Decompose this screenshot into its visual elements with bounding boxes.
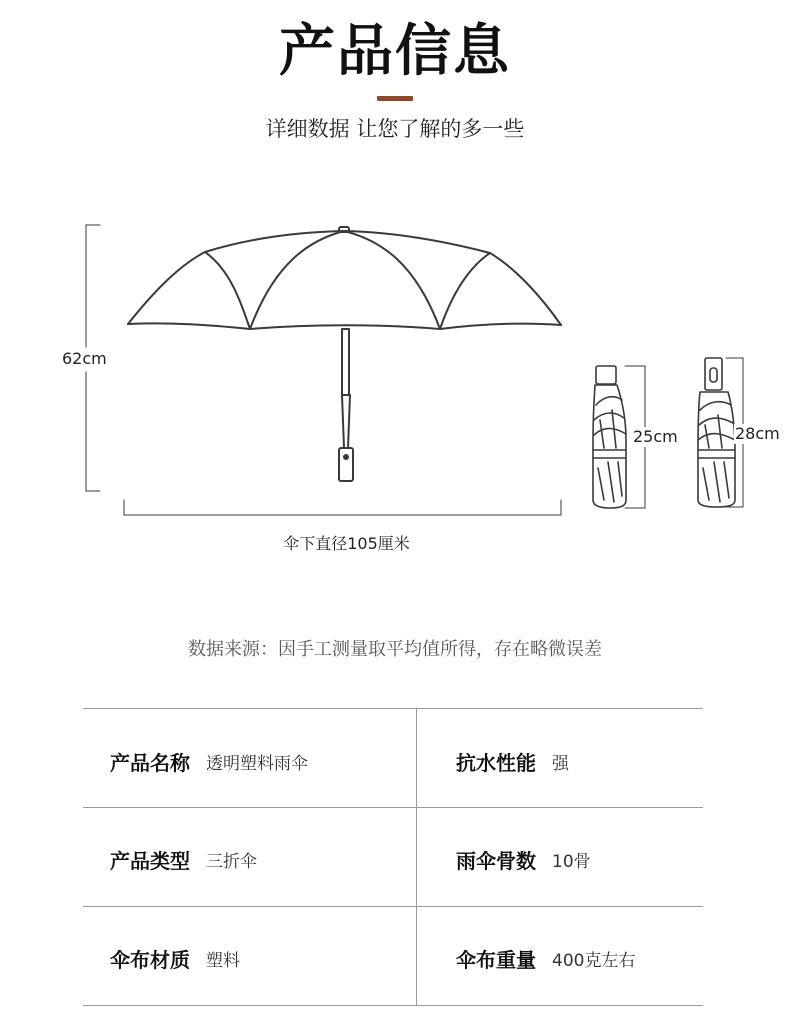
spec-cell [456,712,569,811]
height-label: 62cm [62,349,107,368]
table-line-top [83,708,703,709]
open-umbrella-drawing [128,227,561,481]
diameter-label: 伞下直径105厘米 [283,534,410,553]
spec-key: 伞布重量 [456,948,536,972]
spec-value: 10骨 [552,852,591,872]
spec-cell [456,810,591,909]
spec-cell [110,909,240,1008]
umbrella-dimension-illustration [0,200,790,560]
spec-cell [456,909,635,1008]
folded-large-height-label: 28cm [735,424,780,443]
spec-key: 产品类型 [110,849,190,873]
spec-value: 透明塑料雨伞 [206,754,308,774]
spec-key: 产品名称 [110,751,190,775]
measurement-note: 数据来源：因手工测量取平均值所得，存在略微误差 [188,639,602,660]
spec-key: 雨伞骨数 [456,849,536,873]
spec-value: 塑料 [206,951,240,971]
spec-value: 三折伞 [206,852,257,872]
spec-cell [110,810,257,909]
spec-cell [110,712,308,811]
diameter-bracket [124,500,561,515]
spec-key: 伞布材质 [110,948,190,972]
spec-value: 400克左右 [552,951,636,971]
spec-key: 抗水性能 [456,751,536,775]
page-title: 产品信息 [279,19,511,84]
table-line-divider [416,708,417,1005]
spec-value: 强 [552,754,569,774]
folded-small-height-label: 25cm [633,427,678,446]
title-accent-bar [377,96,413,101]
page-subtitle: 详细数据 让您了解的多一些 [265,117,525,141]
